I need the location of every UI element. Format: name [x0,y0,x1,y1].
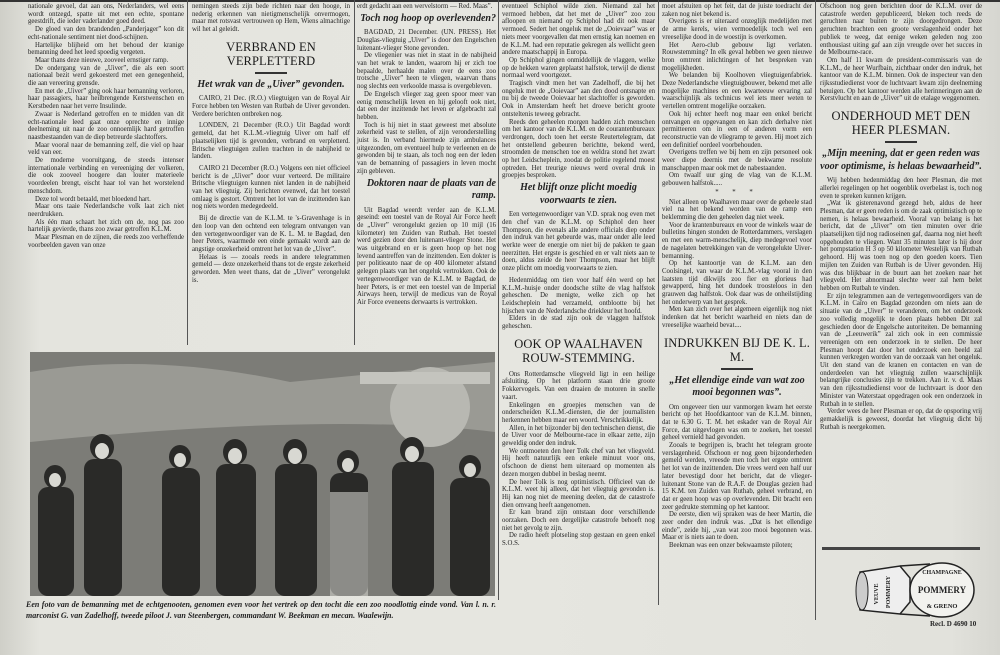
article-paragraph: De gloed van den brandenden „Panderjager” kon dit echt-nationale sentiment niet dood-schijnen. [28,26,184,41]
article-paragraph: erdt gedacht aan een wervelstorm — Red. Maas”. [357,3,493,10]
article-paragraph: Wij hebben hedenmiddag den heer Plesman, die met allerlei regelingen op het oogenblik overbelast is, toch nog even te spreken kunnen krijgen. [820,177,982,200]
article-paragraph: Beekman was een onzer bekwaamste piloten; [669,542,793,550]
article-paragraph: Maar vooral naar de bemanning zelf, die viel op haar veld van eer. [28,141,184,157]
article-paragraph: Zwaar is Nederland getroffen en te midden van dit echt-nationale leed gaat onze oprechte en innige deelneming uit naar de zoo onnoemlijk hard getroffen naastbestaanden van de diep betreurde slachtoffers. [28,110,184,141]
crew-photo [30,352,495,596]
article-paragraph: Helaas is — zooals reeds in andere telegrammen gemeld — deze onzekerheid thans tot de ergste zekerheid geworden. Men weet thans, dat de „Uiver” verongelukt is. [192,253,350,284]
article-paragraph: Voor de krantenbureaux en voor de winkels waar de bulletins hingen stonden de Rotterdammers, verslagen en met een warm-menschelijk, diep medegevoel voor de nagelaten betrekkingen van de verongelukte Uiver-bemanning. [662,221,812,260]
article-subheadline: „Mijn meening, dat er geen reden was voor optimisme, is helaas bewaarheid”. [820,148,982,172]
article-paragraph: De Engelsch vlieger zag geen spoor meer van eenig menschelijk leven en hij gelooft ook niet, dat een der inzittende het leven er afgebracht zal hebben. [357,90,496,121]
column-divider [498,0,499,600]
article-paragraph: Om half 11 kwam de president-commissaris van de K.L.M., de heer Wurfbain, zichtbaar onder den indruk, het kantoor van de K.L.M. binnen. Ook de inspecteur van den rijksstudiedienst voor de luchtvaart kwam zijn deelneming betuigen. Op het kantoor werden alle herinneringen aan de Kerstvlucht en aan de „Uiver” uit de etalage weggenomen. [820,56,982,103]
article-paragraph: Overigens treffen we bij hem en zijn personeel ook weer diepe deernis met de bekwame resolute manschappen maar ook met de nabestaanden. [662,149,812,172]
cork-text-greno: & GRENO [926,603,958,610]
article-paragraph: Uit Bagdad weerdt verder aan de K.L.M. geseind: een toestel van de Royal Air Force heeft de „Uiver” verongelukt gezien op 10 mijl (16 kilometer) ten Zuiden van Rutbah. Het toestel werd gezien door den luitenant-vlieger Stone. Het was uitgebrand en er is geen hoop op het nog levend aantreffen van de inzittenden. Een dokter is per politieauto naar de op 400 kilometer afstand gelegen plaats van het ongeluk vertrokken. Ook de vertegenwoordiger van de K.L.M. te Bagdad, de heer Peters, is er met een toestel van de Imperial Airways heen, terwijl de medicus van de Royal Air Force eveneens derwaarts is vertrokken. [357,206,496,306]
article-paragraph: De eerste, dien wij spraken was de heer Martin, die zeer onder den indruk was. „Dat is het ellendige einde”, zeide hij, „van wat zoo mooi begonnen was. Maar er is niets aan te doen. [662,511,812,542]
article-paragraph: Allen, in het bijzonder bij den technischen dienst, die de Uiver voor de Melbourne-race in elkaar zette, zijn geweldig onder den indruk. [502,424,655,448]
article-paragraph: De heer Tolk is nog optimistisch. Officieel van de K.L.M. weet hij alleen, dat het vliegtuig gevonden is. Hij kan nog niet de meening deelen, dat de catastrofe dien omvang heeft aangenomen. [502,478,655,509]
column-1 [28,3,184,250]
headline-divider [885,141,917,143]
article-paragraph: Er zijn telegrammen aan de vertegenwoordigers van de K.L.M. in Caïro en Bagdad gezonden om niets aan de situatie van de „Uiver” te veranderen, om het onderzoek zoo volledig mogelijk te doen plaats hebben Dit zal geschieden door de Engelsche autoriteiten. De bemanning van de „Leeuwerik” zal zich ook in een commissie vereenigen om een onderzoek in te stellen. De heer Plesman hoopt dat door het onderzoek een beeld zal kunnen verkregen worden van de oorzaak van het ongeluk. Uit den stand van de kranen en contacten en van de onderdeelen van het vliegtuig zullen waarschijnlijk belangrijke conclusies zijn te trekken. Aan ir. v. d. Maas van den rijksstudiedienst voor de luchtvaart is door den Minister van Waterstaat opgedragen ook een onderzoek in Rutbah in te stellen. [820,292,982,408]
cork-text-brand: POMMERY [917,585,967,595]
article-paragraph: En met de „Uiver” ging ook haar bemanning verloren, haar passagiers, haar heilbrengende Kerstwenschen en Kerstbeden naar het verre Insulinde. [28,87,184,111]
column-divider [815,0,816,620]
article-paragraph: Deze tol wordt betaald, met bloedend hart. [35,195,151,203]
cork-text-pommery: POMMERY [886,575,892,609]
column-divider [354,0,355,345]
column-end-rule [822,547,980,550]
article-paragraph: Op het kantoortje van de K.L.M. aan den Coolsingel, van waar de K.L.M.-vlag vooral in den laatsten tijd dikwijls zoo fier en glorieus had gewapperd, hing het dundoek troosteloos in den grauwen dag halfstok. Ook daar was de onheilstijding het onderwerp van het gesprek. [662,260,812,306]
article-paragraph: De vliegenier was niet in staat in de nabijheid van het wrak te landen, waarom hij er zich toe bepaalde, herhaalde malen over de eens zoo trotsche „Uiver” heen te vliegen, waarvan thans nog slechts een verkoolde massa is overgebleven. [357,52,496,91]
article-paragraph: Een vertegenwoordiger van V.D. sprak nog even met den chef van de K.L.M. op Schiphol den heer Thompson, die evenals alle andere officials diep onder den indruk van het gebeurde was, maar onder alle leed werkte weer de energie om niet bij de pakken te gaan neerzitten. Het ergste is geschied en er valt niets aan te doen, aldus zeide de heer Thompson, maar het blijft onze plicht om moedig voorwaarts te zien. [502,211,655,273]
article-paragraph: LONDEN, 21 December (R.O.) Uit Bagdad wordt gemeld, dat het K.L.M.-vliegtuig Uiver om half elf plaatselijken tijd is gevonden, verbrand en verpletterd. Britsche vliegtuigen zullen trachten in de nabijheid te landen. [192,122,350,161]
headline-divider [721,368,753,370]
article-paragraph: eventueel Schiphol wilde zien. Niemand zal het vermoed hebben, dat het met de „Uiver” zoo zou afloopen en niemand op Schiphol had dit ook maar vermoed. Sedert het ongeluk met de „Ooievaar” was er niets meer voorgevallen dat men ernstig kan noemen en de K.L.M. had een reputatie gekregen als wellicht geen andere maatschappij in Europa. [502,3,655,57]
article-paragraph: Ofschoon nog geen berichten door de K.L.M. over de catastrofe werden gepubliceerd, bleken toch reeds de geruchten naar buiten te zijn doorgedrongen. Deze geruchten brachten een groote verslagenheid onder het publiek te weeg, dat eenige weken geleden nog zoo enthousiast uiting gaf aan zijn vreugde over het succes in de Melbourne-race. [820,3,982,57]
article-paragraph: Er kan brand zijn ontstaan door verschillende oorzaken. Doch een dergelijke catastrofe behoeft nog niet het gevolg te zijn. [502,509,655,532]
article-paragraph: Bij de directie van de K.L.M. te 's-Gravenhage is in den loop van den ochtend een telegram ontvangen van den vertegenwoordiger van de K. L. M. te Bagdad, den heer Peters, waarmede een einde gemaakt wordt aan de angstige onzekerheid omtrent het lot van de „Uiver”. [192,215,350,253]
article-paragraph: moet afstuiten op het feit, dat de juiste toedracht der zaken nog niet bekend is. [662,3,812,18]
article-paragraph: „Wat ik gisterenavond gezegd heb, aldus de heer Plesman, dat er geen reden is om de zaak optimistisch op te nemen, is helaas bewaarheid. Vooral van belang is het bericht, dat de „Uiver” om tien minuten over drie plaatselijken tijd nog radioseinen gaf, daarna nog niet heeft opgehouden te vliegen. Want 35 minuten later is hij door het pompstation H 3 op 50 kilometer Westelijk van Rutbah gehoord. Hij was toen nog op den goeden koers. Tien mijlen ten Zuiden van Rutbah is de Uiver gevonden. Hij was dus blijkbaar in de buurt aan het zoeken naar het vliegveld. Het abnormaal slechte weer zal hem belet hebben om Rutbah te vinden. [820,200,982,292]
crew-photo-image [30,352,495,596]
article-headline: VERBRAND EN VERPLETTERD [226,39,316,68]
article-subheadline: Toch nog hoop op overlevenden? [360,12,496,24]
article-paragraph: Tragisch vindt men het van Zadelhoff, die bij het ongeluk met de „Ooievaar” aan den dood ontsnapte en nu bij de tweede Ooievaar het slachtoffer is geworden. Ook in Amsterdam heeft het droeve bericht groote ontsteltenis teweeg gebracht. [502,80,655,118]
article-paragraph: Zooals te begrijpen is, bracht het telegram groote verslagenheid. Ofschoon er nog geen bijzonderheden gemeld werden, vreesde men toch het ergste omtrent het lot van de inzittenden. Die vrees werd een half uur later bevestigd door het bericht, dat de vlieger-luitenant Stone van de R.A.F. de Douglas gezien had 15 K.M. ten Zuiden van Ruthab, geheel verbrand, en dat er geen hoop was op overlevenden. Dit bracht een zeer gedrukte stemming op het kantoor. [662,442,812,511]
article-paragraph: Maar ons taaie Nederlandsche volk laat zich niet neerdrukken. [28,203,184,218]
column-divider [658,0,659,605]
article-headline: INDRUKKEN BIJ DE K. L. M. [664,335,810,364]
article-paragraph: Toch is hij niet in staat geweest met absolute zekerheid vast te stellen, of zijn veronderstelling juist is. In verband hiermede zijn ambulances uitgezonden, om eventueel hulp te verleenen en de gewonden bij te staan, als toch nog een der leden van de bemanning of passagiers in leven mocht zijn gebleven. [357,121,496,175]
article-paragraph: De radio heeft plotseling stop gestaan en geen enkel S.O.S. [502,532,655,548]
column-6 [820,3,982,431]
article-paragraph: Maar Plesman en de zijnen, die reeds zoo verheffende voorbeelden gaven van onze [28,234,184,249]
article-paragraph: BAGDAD, 21 December. (UN. PRESS). Het Douglas-vliegtuig „Uiver” is door den Engelschen luitenant-vlieger Stone gevonden. [357,29,496,52]
article-paragraph: Op Schiphol gingen onmiddellijk de vlaggen, welke op de hekken waren geplaatst halfstok, terwijl de dienst normaal werd voortgezet. [502,56,655,80]
cork-text-champagne: CHAMPAGNE [922,570,962,576]
cork-text-veuve: VEUVE [874,583,880,605]
top-rule [0,0,1000,2]
article-paragraph: Enkelingen en groepjes menschen van de onderscheiden K.L.M.-diensten, die der journalisten herkennen hebben maar een woord. Verschrikkelijk. [502,401,655,424]
article-paragraph: De moderne vooruitgang, de steeds intenser internationale verbinding en vereeniging der volkeren, die ook zooveel hoogere dan louter materieele voordeelen brengt, eischt haar tol van het worstelend menschdom. [28,157,184,195]
article-paragraph: Ons Rotterdamsche vliegveld ligt in een heilige afsluiting. Op het platform staan drie groote Fokkervogels. Van een draaien de motoren in snelle vaart. [502,370,655,401]
article-paragraph: Maar thans deze nieuwe, zooveel ernstiger ramp. [35,56,169,64]
article-paragraph: Men kan zich over het algemeen eigenlijk nog niet indenken dat het bericht waarheid en niets dan de vreeselijke waarheid bevat.... [662,306,812,329]
advertisement-reference: Recl. D 4690 10 [930,620,977,628]
article-paragraph: Verder wees de heer Plesman er op, dat de opsporing vrij gemakkelijk is geweest, doordat het vliegtuig dicht bij Rutbah is neergekomen. [820,408,982,431]
article-paragraph: Om ongeveer tien uur vanmorgen kwam het eerste bericht op het Hoofdkantoor van de K.L.M. binnen, dat te 6.30 G. T. M. het eskader van de Royal Air Force, dat uitgevlogen was om te zoeken, het toestel geheel vernield had gevonden. [662,403,812,442]
article-paragraph: Hartelijke blijheid om het behoud der kranige bemanning deed het leed spoedig vergeten. [28,41,184,57]
section-break-stars: * * * [715,188,759,196]
article-paragraph: Overigens is er uiteraard onzeglijk medelijden met de arme kerels, wien vermoedelijk toch wel een vreeselijke dood in de woestijn is overkomen. [662,18,812,41]
article-paragraph: De ondergang van de „Uiver”, die als een soort nationaal bezit werd gekoesterd met een genegenheid, die aan vereering grensde. [28,64,184,88]
column-divider [187,0,188,345]
column-4 [502,3,655,548]
article-subheadline: Het wrak van de „Uiver” gevonden. [197,78,345,90]
article-subheadline: Het blijft onze plicht moedig voorwaarts te zien. [520,182,637,206]
article-subheadline: „Het ellendige einde van wat zoo mooi begonnen was”. [669,374,805,399]
article-subheadline: Doktoren naar de plaats van de ramp. [366,177,496,202]
article-paragraph: Elders in de stad zijn ook de vlaggen halfstok geheschen. [502,315,655,331]
article-paragraph: nemingen steeds zijn bede richten naar den hooge, in nederig erkennen van nietigmenschelijk onvermogen, maar met rotsvast vertrouwen op Hem, Wiens almachtige wil het al geleidt. [192,3,350,34]
headline-divider [255,72,287,74]
article-paragraph: Hedenmiddag om tien voor half één werd op het K.L.M.-huisje onder doodsche stilte de vlag halfstok geheschen. De menigte, welke zich op het Leidscheplein had verzameld, ontblootte bij het hijschen van de Nederlandsche driekleur het hoofd. [502,276,655,315]
article-paragraph: Als één man schaart het zich om de, nog pas zoo hartelijk gevierde, thans zoo zwaar getroffen K.L.M. [28,218,184,234]
article-paragraph: We ontmoeten den heer Tolk chef van het vliegveld. Hij heeft natuurlijk een enkele minuut voor ons, ofschoon de dienst hem uiteraard op momenten als dezen morgen dubbel in beslag neemt. [502,447,655,478]
article-paragraph: nationale gevoel, dat aan ons, Nederlanders, wel eens wordt ontzegd, spatte uit met een echte, spontane geestdrift, die ieder vaderlander goed deed. [28,3,184,26]
article-paragraph: CAIRO, 21 Dec. (R.O.) vliegtuigen van de Royal Air Force hebben ten Westen van Rutbah de Uiver gevonden. Verdere berichten ontbreken nog. [192,95,350,118]
column-5 [662,3,812,550]
article-paragraph: Ook hij echter heeft nog maar een enkel bericht ontvangen en opgevangen en kan zich derhalve niet permitteeren om in een of anderen vorm een reconstructie van de vliegramp te geven. Hij moet zich een definitief oordeel voorbehouden. [662,110,812,149]
column-2 [192,3,350,284]
article-paragraph: Reeds den geheelen morgen hadden zich menschen om het kantoor van de K.L.M. en de courantenbureaux verdrongen, doch toen het eerste Reutertelegram, dat het ontstellend gebeuren berichtte, bekend werd, stroomden de menschen toe en weldra stond het zwart op het Leidscheplein, zoodat de politie regelend moest optreden. Het treurige nieuws werd overal druk in groepjes besproken. [502,118,655,180]
article-paragraph: Om twaalf uur ging de vlag van de K.L.M. gebouwen halfstok..... [662,172,812,188]
article-headline: ONDERHOUD MET DEN HEER PLESMAN. [831,109,971,138]
article-paragraph: CAIRO 21 December (R.O.) Volgens een niet officieel bericht is de „Uiver” door vuur verteerd. De militaire Britsche vliegtuigen kunnen niet landen in de nabijheid van het vliegtuig. Zij berichten evenwel, dat het toestel omlaag is gestort. Omtrent het lot van de inzittenden kan nog niets worden medegedeeld. [192,164,350,211]
pommery-advertisement [850,560,990,620]
article-paragraph: We belanden bij Koolhoven vliegtuigenfabriek. Deze Nederlandsche vliegtuigbouwer, bekend met alle mogelijke machines en een kwarteeuw ervaring zal waarschijnlijk als technicus wel iets meer weten te vertellen omtrent mogelijke oorzaken. [662,72,812,111]
article-paragraph: Het Aero-club gebouw ligt verlaten. Rouwstemming? In elk geval hebben we geen nieuwe bron omtrent inlichtingen of het bespreken van mogelijkheden. [662,41,812,72]
photo-caption: Een foto van de bemanning met de echtgenooten, genomen even voor het vertrek op den tocht die een zoo noodlottig einde vond. Van l. n. r. marconist G. van Zadelhoff, tweede piloot J. van Steenbergen, commandant W. Beekman en mecan. Waalewijn. [26,600,496,620]
article-paragraph: Niet alleen op Waalhaven maar over de geheele stad viel na het bekend worden van de ramp een beklemming die den geheelen dag niet week. [662,198,812,221]
champagne-cork-illustration [850,560,990,620]
column-3 [357,3,496,307]
article-headline: OOK OP WAALHAVEN ROUW-STEMMING. [514,336,643,365]
